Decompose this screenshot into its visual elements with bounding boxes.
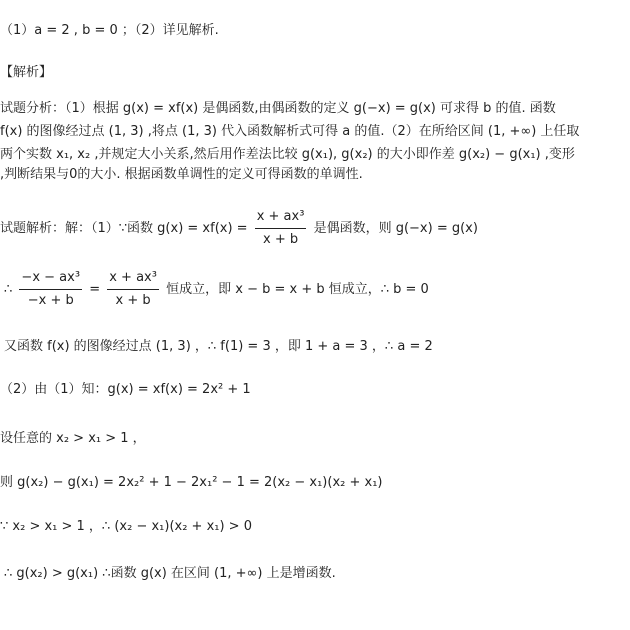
solution-line-5: 设任意的 x₂ > x₁ > 1 ， <box>0 431 146 446</box>
fraction-1-denominator: x + b <box>263 232 299 247</box>
solution-line-2-suffix: 恒成立，即 x − b = x + b 恒成立，∴ b = 0 <box>166 282 429 297</box>
fraction-3-denominator: x + b <box>115 293 151 308</box>
fraction-1 <box>255 207 307 250</box>
solution-line-3: 又函数 f(x) 的图像经过点 (1, 3) ，∴ f(1) = 3 ，即 1 + a = 3 ，∴ a = 2 <box>4 339 433 354</box>
equals-sign: = <box>89 282 101 297</box>
fraction-3 <box>107 268 159 311</box>
solution-line-7: ∵ x₂ > x₁ > 1 ，∴ (x₂ − x₁)(x₂ + x₁) > 0 <box>0 519 252 534</box>
therefore-symbol: ∴ <box>4 282 13 297</box>
fraction-1-numerator: x + ax³ <box>255 207 307 229</box>
solution-line-2 <box>4 268 630 311</box>
analysis-line-4: ,判断结果与0的大小. 根据函数单调性的定义可得函数的单调性. <box>0 167 363 182</box>
fraction-3-numerator: x + ax³ <box>107 268 159 290</box>
solution-line-1-suffix: 是偶函数，则 g(−x) = g(x) <box>313 221 478 236</box>
answer-line: （1）a = 2 , b = 0 ；（2）详见解析. <box>0 23 219 38</box>
section-heading: 【解析】 <box>0 65 53 80</box>
analysis-line-3: 两个实数 x₁, x₂ ,并规定大小关系,然后用作差法比较 g(x₁), g(x₂) 的大小即作差 g(x₂) − g(x₁) ,变形 <box>0 147 575 162</box>
fraction-2-numerator: −x − ax³ <box>19 268 82 290</box>
solution-line-4: （2）由（1）知：g(x) = xf(x) = 2x² + 1 <box>0 382 251 397</box>
fraction-2 <box>19 268 82 311</box>
analysis-line-1: 试题分析：（1）根据 g(x) = xf(x) 是偶函数,由偶函数的定义 g(−x) = g(x) 可求得 b 的值. 函数 <box>0 101 556 116</box>
solution-line-8: ∴ g(x₂) > g(x₁) ∴函数 g(x) 在区间 (1, +∞) 上是增函数. <box>4 566 336 581</box>
solution-line-1-prefix: 试题解析：解：（1）∵函数 g(x) = xf(x) = <box>0 221 248 236</box>
analysis-line-2: f(x) 的图像经过点 (1, 3) ,将点 (1, 3) 代入函数解析式可得 a 的值.（2）在所给区间 (1, +∞) 上任取 <box>0 124 580 139</box>
solution-line-6: 则 g(x₂) − g(x₁) = 2x₂² + 1 − 2x₁² − 1 = 2(x₂ − x₁)(x₂ + x₁) <box>0 475 383 490</box>
fraction-2-denominator: −x + b <box>27 293 74 308</box>
solution-line-1 <box>0 207 630 250</box>
